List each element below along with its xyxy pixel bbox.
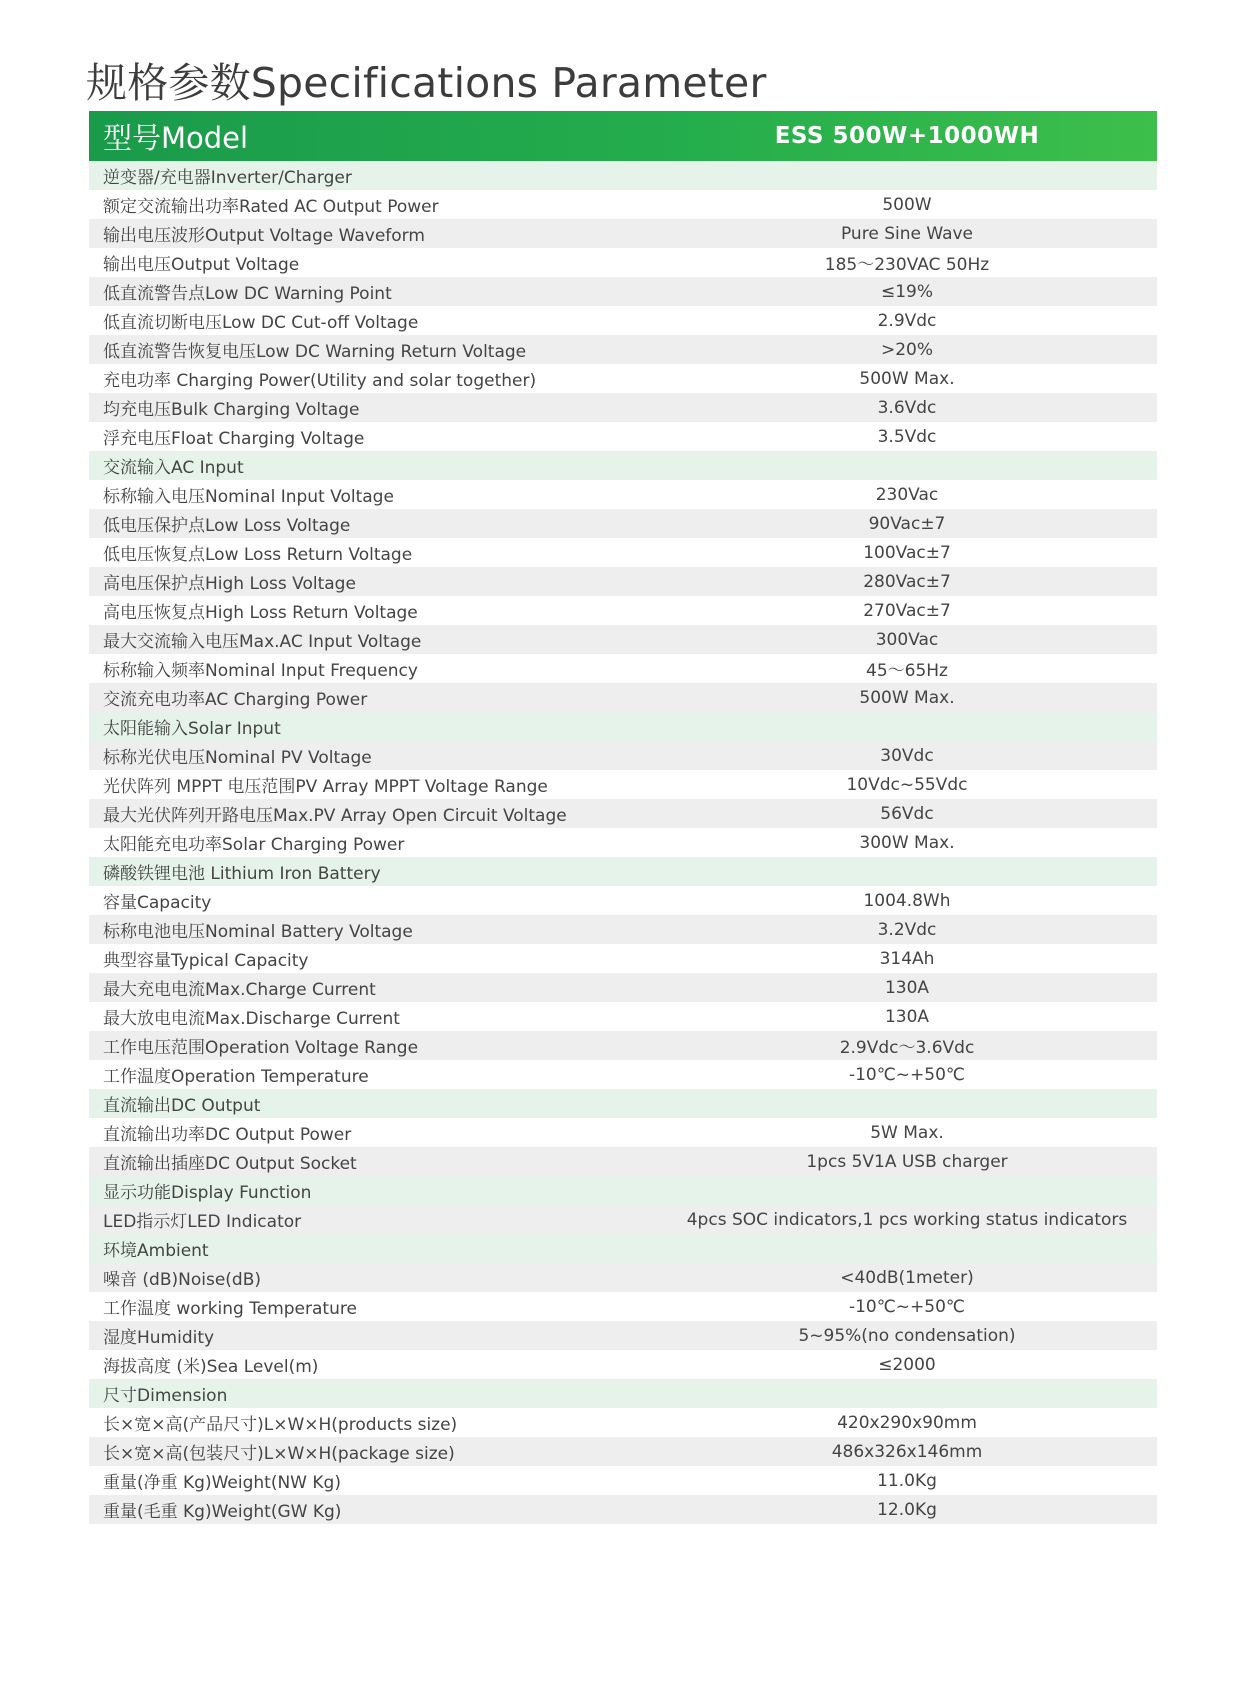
spec-value: 300W Max. xyxy=(859,832,955,853)
spec-label: 低直流警告恢复电压Low DC Warning Return Voltage xyxy=(103,342,527,362)
section-label: 太阳能输入Solar Input xyxy=(103,719,281,739)
spec-label: 低直流切断电压Low DC Cut-off Voltage xyxy=(103,313,419,333)
spec-value: ≤2000 xyxy=(878,1354,936,1375)
table-row xyxy=(89,1292,1157,1321)
spec-label: 光伏阵列 MPPT 电压范围PV Array MPPT Voltage Range xyxy=(103,777,548,797)
spec-value: 5~95%(no condensation) xyxy=(798,1325,1016,1346)
table-row xyxy=(89,1321,1157,1350)
spec-value: 500W Max. xyxy=(859,687,955,708)
spec-label: 工作温度Operation Temperature xyxy=(103,1067,369,1087)
table-row xyxy=(89,219,1157,248)
section-label: 环境Ambient xyxy=(103,1241,209,1261)
spec-label: 交流充电功率AC Charging Power xyxy=(103,690,368,710)
table-row xyxy=(89,625,1157,654)
spec-label: 低电压保护点Low Loss Voltage xyxy=(103,516,351,536)
header-label: 型号Model xyxy=(103,120,249,155)
table-row xyxy=(89,1147,1157,1176)
table-row xyxy=(89,509,1157,538)
spec-label: 最大充电电流Max.Charge Current xyxy=(103,980,376,1000)
spec-label: 容量Capacity xyxy=(103,893,212,913)
table-row xyxy=(89,364,1157,393)
section-label: 磷酸铁锂电池 Lithium Iron Battery xyxy=(103,864,381,884)
spec-value: 1004.8Wh xyxy=(863,890,951,911)
table-row xyxy=(89,1350,1157,1379)
table-row xyxy=(89,1263,1157,1292)
table-row xyxy=(89,480,1157,509)
section-row xyxy=(89,161,1157,190)
section-label: 显示功能Display Function xyxy=(103,1183,312,1203)
spec-label: 输出电压Output Voltage xyxy=(103,255,300,275)
spec-value: 1pcs 5V1A USB charger xyxy=(806,1151,1008,1172)
table-row xyxy=(89,393,1157,422)
header-model-value: ESS 500W+1000WH xyxy=(774,123,1040,149)
spec-value: 300Vac xyxy=(875,629,939,650)
spec-label: 太阳能充电功率Solar Charging Power xyxy=(103,835,405,855)
spec-value: <40dB(1meter) xyxy=(840,1267,974,1288)
spec-value: 486x326x146mm xyxy=(831,1441,983,1462)
spec-value: ≤19% xyxy=(880,281,934,302)
spec-value: Pure Sine Wave xyxy=(840,223,973,244)
table-row xyxy=(89,190,1157,219)
table-row xyxy=(89,683,1157,712)
section-row xyxy=(89,712,1157,741)
spec-label: LED指示灯LED Indicator xyxy=(103,1212,302,1232)
spec-label: 额定交流输出功率Rated AC Output Power xyxy=(103,197,439,217)
spec-label: 充电功率 Charging Power(Utility and solar together) xyxy=(103,371,537,391)
spec-value: 100Vac±7 xyxy=(863,542,951,563)
table-row xyxy=(89,248,1157,277)
spec-label: 长×宽×高(包装尺寸)L×W×H(package size) xyxy=(103,1444,455,1464)
spec-value: 3.5Vdc xyxy=(877,426,937,447)
spec-value: -10℃~+50℃ xyxy=(848,1296,966,1317)
section-row xyxy=(89,857,1157,886)
spec-value: 270Vac±7 xyxy=(863,600,951,621)
spec-label: 重量(净重 Kg)Weight(NW Kg) xyxy=(103,1473,341,1493)
table-row xyxy=(89,915,1157,944)
table-header xyxy=(89,111,1157,161)
spec-value: 500W Max. xyxy=(859,368,955,389)
table-row xyxy=(89,1118,1157,1147)
table-row xyxy=(89,828,1157,857)
spec-value: 10Vdc~55Vdc xyxy=(846,774,968,795)
spec-value: 5W Max. xyxy=(870,1122,944,1143)
spec-label: 直流输出插座DC Output Socket xyxy=(103,1154,357,1174)
table-row xyxy=(89,538,1157,567)
spec-label: 长×宽×高(产品尺寸)L×W×H(products size) xyxy=(103,1415,458,1435)
spec-value: 30Vdc xyxy=(880,745,934,766)
spec-label: 低电压恢复点Low Loss Return Voltage xyxy=(103,545,413,565)
table-body xyxy=(89,161,1157,1524)
spec-value: 185～230VAC 50Hz xyxy=(824,255,990,275)
table-row xyxy=(89,422,1157,451)
section-row xyxy=(89,1234,1157,1263)
section-row xyxy=(89,1379,1157,1408)
spec-value: >20% xyxy=(880,339,934,360)
table-row xyxy=(89,306,1157,335)
table-row xyxy=(89,770,1157,799)
section-label: 交流输入AC Input xyxy=(103,458,244,478)
spec-value: 2.9Vdc～3.6Vdc xyxy=(839,1038,975,1058)
spec-value: 2.9Vdc xyxy=(877,310,937,331)
section-label: 逆变器/充电器Inverter/Charger xyxy=(103,168,352,188)
spec-label: 直流输出功率DC Output Power xyxy=(103,1125,352,1145)
table-row xyxy=(89,1495,1157,1524)
spec-value: 314Ah xyxy=(879,948,935,969)
table-row xyxy=(89,973,1157,1002)
spec-label: 标称输入电压Nominal Input Voltage xyxy=(103,487,394,507)
spec-value: 12.0Kg xyxy=(877,1499,937,1520)
spec-value: 4pcs SOC indicators,1 pcs working status indicators xyxy=(686,1209,1128,1230)
table-row xyxy=(89,567,1157,596)
spec-label: 噪音 (dB)Noise(dB) xyxy=(103,1270,261,1290)
table-row xyxy=(89,1205,1157,1234)
spec-value: 45～65Hz xyxy=(866,661,948,681)
spec-value: 90Vac±7 xyxy=(868,513,946,534)
spec-value: 230Vac xyxy=(875,484,939,505)
section-row xyxy=(89,1176,1157,1205)
table-row xyxy=(89,654,1157,683)
spec-label: 浮充电压Float Charging Voltage xyxy=(103,429,365,449)
table-row xyxy=(89,277,1157,306)
spec-table xyxy=(89,111,1157,1524)
table-row xyxy=(89,596,1157,625)
spec-label: 海拔高度 (米)Sea Level(m) xyxy=(103,1357,319,1377)
spec-label: 标称电池电压Nominal Battery Voltage xyxy=(103,922,413,942)
section-row xyxy=(89,451,1157,480)
spec-label: 工作电压范围Operation Voltage Range xyxy=(103,1038,419,1058)
table-row xyxy=(89,1408,1157,1437)
spec-label: 低直流警告点Low DC Warning Point xyxy=(103,284,392,304)
table-row xyxy=(89,741,1157,770)
table-row xyxy=(89,1437,1157,1466)
spec-value: 500W xyxy=(882,194,932,215)
spec-label: 重量(毛重 Kg)Weight(GW Kg) xyxy=(103,1502,342,1522)
section-row xyxy=(89,1089,1157,1118)
section-label: 尺寸Dimension xyxy=(103,1386,228,1406)
section-label: 直流输出DC Output xyxy=(103,1096,261,1116)
table-row xyxy=(89,1002,1157,1031)
spec-label: 高电压保护点High Loss Voltage xyxy=(103,574,356,594)
table-row xyxy=(89,886,1157,915)
spec-value: 420x290x90mm xyxy=(837,1412,977,1433)
spec-value: 280Vac±7 xyxy=(863,571,951,592)
spec-label: 最大光伏阵列开路电压Max.PV Array Open Circuit Voltage xyxy=(103,806,567,826)
spec-value: -10℃~+50℃ xyxy=(848,1064,966,1085)
page-title: 规格参数Specifications Parameter xyxy=(86,59,767,107)
spec-value: 130A xyxy=(884,977,930,998)
spec-value: 11.0Kg xyxy=(877,1470,937,1491)
spec-label: 典型容量Typical Capacity xyxy=(103,951,309,971)
spec-label: 标称输入频率Nominal Input Frequency xyxy=(103,661,418,681)
spec-label: 最大交流输入电压Max.AC Input Voltage xyxy=(103,632,422,652)
spec-value: 130A xyxy=(884,1006,930,1027)
spec-label: 输出电压波形Output Voltage Waveform xyxy=(103,226,425,246)
table-row xyxy=(89,1466,1157,1495)
spec-value: 3.6Vdc xyxy=(877,397,937,418)
spec-value: 3.2Vdc xyxy=(877,919,937,940)
table-row xyxy=(89,799,1157,828)
table-row xyxy=(89,944,1157,973)
spec-label: 标称光伏电压Nominal PV Voltage xyxy=(103,748,372,768)
spec-label: 均充电压Bulk Charging Voltage xyxy=(103,400,360,420)
table-row xyxy=(89,335,1157,364)
spec-label: 工作温度 working Temperature xyxy=(103,1299,357,1319)
spec-value: 56Vdc xyxy=(880,803,934,824)
spec-label: 最大放电电流Max.Discharge Current xyxy=(103,1009,400,1029)
spec-label: 湿度Humidity xyxy=(103,1328,215,1348)
spec-label: 高电压恢复点High Loss Return Voltage xyxy=(103,603,418,623)
table-row xyxy=(89,1031,1157,1060)
table-row xyxy=(89,1060,1157,1089)
